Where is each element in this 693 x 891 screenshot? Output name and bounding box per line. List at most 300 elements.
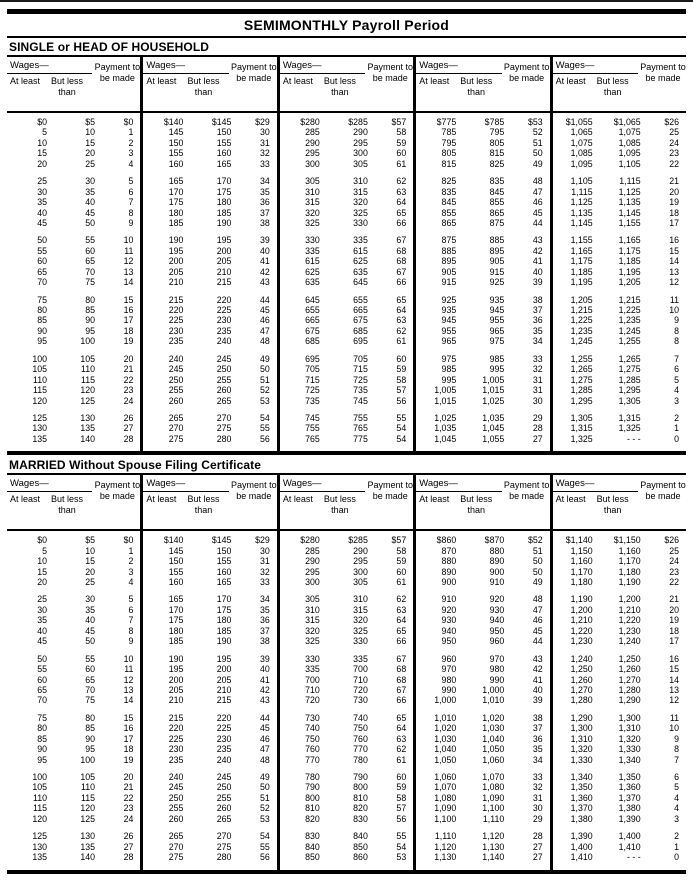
but-less-than-value: 1,360 [618, 782, 641, 793]
payment-value: 51 [260, 374, 270, 385]
payment-value: 46 [260, 315, 270, 326]
table-row [7, 842, 140, 852]
payment-value: 47 [532, 186, 543, 197]
but-less-than-value: 895 [489, 245, 505, 256]
payment-value: 23 [123, 803, 134, 814]
payment-value: 11 [669, 712, 680, 723]
at-least-value: 250 [168, 374, 184, 385]
table-row [416, 423, 549, 433]
payment-value: $26 [664, 535, 680, 546]
table-row [280, 218, 413, 228]
table-row [280, 117, 413, 127]
table-row [416, 354, 549, 364]
table-row [416, 852, 549, 862]
at-least-value: 875 [441, 235, 457, 246]
at-least-value: 285 [305, 127, 320, 138]
at-least-value: 685 [305, 336, 320, 347]
at-least-value: 1,125 [570, 197, 593, 208]
at-least-value: 1,320 [570, 744, 593, 755]
but-less-than-value: 820 [353, 803, 368, 814]
at-least-value: 25 [37, 594, 48, 605]
but-less-than-value: 1,145 [618, 207, 641, 218]
but-less-than-value: 1,040 [482, 733, 505, 744]
payment-value: 38 [260, 636, 270, 647]
wage-rows [143, 531, 276, 869]
at-least-value: 1,145 [570, 217, 593, 228]
row-group [7, 654, 140, 706]
at-least-value: 800 [305, 792, 320, 803]
payment-value: 46 [532, 615, 543, 626]
payment-value: 22 [669, 158, 680, 169]
payment-value: 24 [123, 395, 134, 406]
but-less-than-value: 635 [353, 266, 368, 277]
at-least-value: 1,060 [434, 772, 457, 782]
payment-value: 36 [260, 615, 270, 626]
payment-to-be-made-label: Payment to be made [640, 62, 686, 83]
but-less-than-value: 700 [353, 664, 368, 675]
table-row [553, 396, 686, 406]
but-less-than-value: 180 [216, 615, 232, 626]
table-row [553, 831, 686, 841]
table-row [553, 148, 686, 158]
wages-label: Wages— [416, 478, 501, 492]
table-row [7, 755, 140, 765]
table-row [416, 664, 549, 674]
at-least-value: 215 [168, 294, 184, 305]
table-row [143, 685, 276, 695]
at-least-value: 40 [37, 625, 48, 636]
but-less-than-value: 720 [353, 684, 368, 695]
at-least-value: 755 [305, 423, 320, 434]
table-row [416, 713, 549, 723]
row-group [7, 354, 140, 406]
payment-value: 12 [669, 695, 680, 706]
payment-value: 23 [669, 566, 680, 577]
table-row [7, 326, 140, 336]
but-less-than-value: 20 [85, 566, 96, 577]
payment-value: 15 [669, 245, 680, 256]
wages-header [280, 57, 367, 111]
table-row [553, 664, 686, 674]
wage-columns [7, 57, 686, 451]
table-row [416, 535, 549, 545]
payment-value: 32 [260, 566, 270, 577]
at-least-value: 1,275 [570, 374, 593, 385]
at-least-value: 95 [37, 754, 48, 765]
at-least-value: 770 [305, 754, 320, 765]
at-least-value: 195 [168, 664, 184, 675]
payment-value: 28 [532, 831, 543, 842]
payment-value: 8 [674, 325, 680, 336]
section-single [7, 38, 686, 455]
table-row [143, 567, 276, 577]
but-less-than-value: 180 [216, 197, 232, 208]
at-least-value: 785 [441, 127, 457, 138]
but-less-than-value: 1,245 [618, 325, 641, 336]
table-row [553, 235, 686, 245]
table-row [280, 305, 413, 315]
but-less-than-value: 950 [489, 625, 505, 636]
at-least-value: 1,160 [570, 556, 593, 567]
at-least-value: 1,270 [570, 684, 593, 695]
payment-value: 49 [260, 772, 270, 782]
payment-value: 42 [532, 664, 543, 675]
table-row [143, 734, 276, 744]
at-least-value: 95 [37, 336, 48, 347]
table-row [416, 235, 549, 245]
sections-container [7, 38, 686, 874]
at-least-value: 185 [168, 636, 184, 647]
at-least-value: 1,400 [570, 841, 593, 852]
table-row [416, 305, 549, 315]
table-row [416, 148, 549, 158]
but-less-than-value: 110 [81, 782, 96, 793]
table-row [553, 434, 686, 444]
but-less-than-value: 275 [216, 423, 232, 434]
at-least-value: 220 [168, 723, 184, 734]
payment-value: 66 [396, 277, 407, 288]
but-less-than-value: 1,020 [482, 712, 505, 723]
payment-value: $57 [391, 535, 407, 546]
wages-subheader [553, 492, 640, 515]
at-least-label: At least [146, 494, 177, 505]
at-least-value: 220 [168, 305, 184, 315]
payment-value: 42 [260, 266, 270, 277]
table-row [553, 615, 686, 625]
at-least-value: 825 [441, 176, 457, 187]
table-row [143, 852, 276, 862]
at-least-value: 1,390 [570, 831, 593, 842]
table-row [553, 423, 686, 433]
table-row [416, 187, 549, 197]
at-least-value: 970 [441, 664, 457, 675]
table-row [7, 772, 140, 782]
at-least-value: 285 [305, 545, 320, 556]
but-less-than-value: 1,205 [618, 277, 641, 288]
table-row [7, 315, 140, 325]
but-less-than-value: 855 [489, 197, 505, 208]
table-row [280, 336, 413, 346]
at-least-value: 1,155 [570, 235, 593, 246]
row-group [280, 713, 413, 765]
at-least-value: 135 [32, 433, 48, 444]
row-group [553, 295, 686, 347]
at-least-value: 700 [305, 674, 320, 685]
table-row [416, 793, 549, 803]
but-less-than-value: $5 [85, 117, 96, 127]
table-row [416, 675, 549, 685]
payment-value: 56 [260, 433, 270, 444]
payment-value: 10 [669, 723, 680, 734]
payment-value: 60 [396, 566, 407, 577]
table-row [7, 277, 140, 287]
at-least-label: At least [282, 76, 313, 86]
payment-to-be-made-label: Payment to be made [640, 480, 686, 501]
payment-value: 68 [396, 664, 407, 675]
at-least-value: 15 [37, 566, 48, 577]
but-less-than-value: 245 [216, 353, 232, 364]
table-row [416, 755, 549, 765]
table-row [7, 127, 140, 137]
at-least-value: 225 [168, 315, 184, 326]
but-less-than-value: 770 [353, 744, 368, 755]
but-less-than-value: 1,370 [618, 792, 641, 803]
at-least-value: 30 [37, 604, 48, 615]
at-least-value: 905 [441, 266, 457, 277]
but-less-than-value: 845 [489, 186, 505, 197]
at-least-value: 300 [305, 577, 320, 587]
but-less-than-value: 190 [216, 217, 232, 228]
but-less-than-value: 685 [353, 325, 368, 336]
at-least-value: 85 [37, 733, 48, 744]
row-group [280, 235, 413, 287]
row-group [280, 654, 413, 706]
payment-value: 7 [128, 197, 134, 208]
row-group [416, 594, 549, 646]
payment-value: 47 [260, 744, 270, 755]
at-least-value: 1,300 [570, 723, 593, 734]
payment-value: 45 [260, 723, 270, 734]
table-row [7, 744, 140, 754]
payment-value: 13 [669, 266, 680, 277]
payroll-table-page [0, 9, 693, 874]
row-group [280, 535, 413, 587]
table-row [416, 842, 549, 852]
at-least-value: 315 [305, 197, 320, 208]
at-least-value: 1,265 [570, 364, 593, 375]
but-less-than-value: 1,160 [618, 545, 641, 556]
at-least-value: 1,090 [434, 803, 457, 814]
payment-value: 63 [396, 733, 407, 744]
at-least-label: At least [10, 494, 41, 505]
but-less-than-label: But less than [187, 76, 220, 97]
but-less-than-value: 905 [489, 256, 505, 267]
wage-rows [280, 113, 413, 451]
but-less-than-value: 130 [80, 831, 96, 842]
but-less-than-value: 220 [216, 712, 232, 723]
payment-value: 61 [396, 336, 407, 347]
payment-value: 9 [128, 217, 134, 228]
wage-rows [7, 531, 140, 869]
table-row [280, 615, 413, 625]
at-least-value: 255 [168, 803, 184, 814]
at-least-value: 1,235 [570, 325, 593, 336]
payment-value: 52 [260, 803, 270, 814]
payment-value: 27 [532, 841, 543, 852]
at-least-value: 950 [441, 636, 457, 647]
payment-value: 31 [532, 792, 543, 803]
but-less-than-value: 250 [216, 364, 232, 375]
at-least-value: $860 [436, 535, 457, 546]
but-less-than-value: 135 [80, 423, 96, 434]
but-less-than-value: 305 [353, 158, 368, 169]
but-less-than-value: 730 [353, 695, 368, 706]
but-less-than-value: 10 [85, 127, 96, 138]
at-least-value: 150 [168, 556, 184, 567]
payment-value: 45 [532, 207, 543, 218]
but-less-than-value: 330 [353, 217, 368, 228]
but-less-than-value: 255 [216, 374, 232, 385]
but-less-than-value: 175 [216, 186, 232, 197]
payment-value: 6 [674, 364, 680, 375]
at-least-value: 1,205 [570, 294, 593, 305]
wage-column-group-5 [550, 475, 686, 869]
but-less-than-value: 970 [489, 653, 505, 664]
table-row [280, 267, 413, 277]
table-row [553, 744, 686, 754]
but-less-than-value: 1,315 [618, 412, 641, 423]
table-row [416, 127, 549, 137]
payment-value: 17 [123, 733, 134, 744]
table-row [7, 413, 140, 423]
at-least-value: 295 [305, 566, 320, 577]
payment-value: 26 [123, 831, 134, 842]
at-least-value: 185 [168, 217, 184, 228]
at-least-value: 300 [305, 158, 320, 169]
payment-value: 61 [396, 577, 407, 587]
row-group [7, 831, 140, 862]
at-least-value: 1,250 [570, 664, 593, 675]
but-less-than-value: 310 [353, 594, 368, 605]
table-row [416, 814, 549, 824]
payment-value: 67 [396, 235, 407, 246]
table-row [416, 208, 549, 218]
at-least-value: 705 [305, 364, 320, 375]
but-less-than-value: 1,310 [618, 723, 641, 734]
payment-value: 56 [396, 395, 407, 406]
but-less-than-value: 745 [353, 395, 368, 406]
payment-value: 23 [123, 385, 134, 396]
table-row [280, 842, 413, 852]
payment-value: 54 [396, 841, 407, 852]
column-header [143, 57, 276, 113]
but-less-than-value: 1,155 [618, 217, 641, 228]
at-least-value: 115 [32, 803, 48, 814]
but-less-than-value: 240 [216, 336, 232, 347]
table-row [416, 138, 549, 148]
at-least-value: 90 [37, 744, 48, 755]
but-less-than-value: 150 [216, 127, 232, 138]
table-row [553, 354, 686, 364]
payment-value: 50 [260, 782, 270, 793]
table-row [553, 734, 686, 744]
but-less-than-value: 1,080 [482, 782, 505, 793]
at-least-value: 75 [37, 712, 48, 723]
table-row [416, 636, 549, 646]
payment-value: 65 [396, 294, 407, 305]
payment-value: 48 [532, 176, 543, 187]
at-least-value: 210 [168, 277, 184, 288]
at-least-value: 90 [37, 325, 48, 336]
payment-value: 2 [674, 831, 680, 842]
but-less-than-value: 100 [80, 336, 96, 347]
wage-column-group-2 [140, 475, 276, 869]
table-row [280, 567, 413, 577]
table-row [416, 803, 549, 813]
but-less-than-value: 115 [81, 374, 96, 385]
at-least-value: 990 [441, 684, 457, 695]
table-row [7, 117, 140, 127]
payment-value: 14 [669, 674, 680, 685]
but-less-than-label: But less than [323, 494, 356, 515]
payment-value: 36 [532, 733, 543, 744]
row-group [416, 176, 549, 228]
but-less-than-value: 220 [216, 294, 232, 305]
table-row [553, 605, 686, 615]
at-least-label: At least [419, 76, 450, 86]
at-least-value: 310 [305, 186, 320, 197]
but-less-than-value: 265 [216, 813, 232, 824]
payment-value: 57 [396, 385, 407, 396]
but-less-than-value: 210 [216, 684, 232, 695]
payment-value: 42 [260, 684, 270, 695]
payment-value: 29 [532, 813, 543, 824]
payment-value: 56 [396, 813, 407, 824]
but-less-than-value: 1,265 [618, 353, 641, 364]
row-group [416, 831, 549, 862]
payment-value: 49 [260, 353, 270, 364]
but-less-than-value: 830 [353, 813, 368, 824]
table-row [280, 187, 413, 197]
table-row [280, 375, 413, 385]
payment-value: 8 [674, 336, 680, 347]
row-group [7, 772, 140, 824]
table-row [553, 723, 686, 733]
table-row [143, 267, 276, 277]
table-row [7, 208, 140, 218]
table-row [280, 535, 413, 545]
at-least-value: $0 [37, 535, 48, 546]
payment-value: 23 [669, 148, 680, 159]
table-row [143, 615, 276, 625]
at-least-value: 900 [441, 577, 457, 587]
row-group [553, 831, 686, 862]
table-row [416, 364, 549, 374]
table-row [7, 375, 140, 385]
but-less-than-label: But less than [323, 76, 356, 97]
at-least-value: 270 [168, 841, 184, 852]
but-less-than-label: But less than [51, 494, 84, 515]
table-row [553, 364, 686, 374]
wages-label: Wages— [553, 60, 638, 74]
at-least-value: 245 [168, 364, 184, 375]
row-group [280, 831, 413, 862]
row-group [143, 295, 276, 347]
table-row [143, 197, 276, 207]
at-least-value: 45 [37, 636, 48, 647]
wages-label: Wages— [143, 478, 228, 492]
but-less-than-value: 710 [353, 674, 368, 685]
payment-value: 39 [532, 695, 543, 706]
but-less-than-value: 70 [85, 684, 96, 695]
payment-value: 44 [532, 217, 543, 228]
wage-rows [280, 531, 413, 869]
payment-value: 35 [532, 744, 543, 755]
but-less-than-value: 1,230 [618, 625, 641, 636]
table-row [7, 636, 140, 646]
payment-value: 38 [532, 712, 543, 723]
but-less-than-value: 50 [85, 636, 96, 647]
at-least-value: 1,220 [570, 625, 593, 636]
but-less-than-value: 615 [353, 245, 368, 256]
table-row [553, 159, 686, 169]
but-less-than-value: 860 [353, 852, 368, 863]
row-group [553, 176, 686, 228]
at-least-value: 1,340 [570, 772, 593, 782]
at-least-value: 275 [168, 852, 184, 863]
at-least-value: 265 [168, 831, 184, 842]
payment-value: 14 [669, 256, 680, 267]
